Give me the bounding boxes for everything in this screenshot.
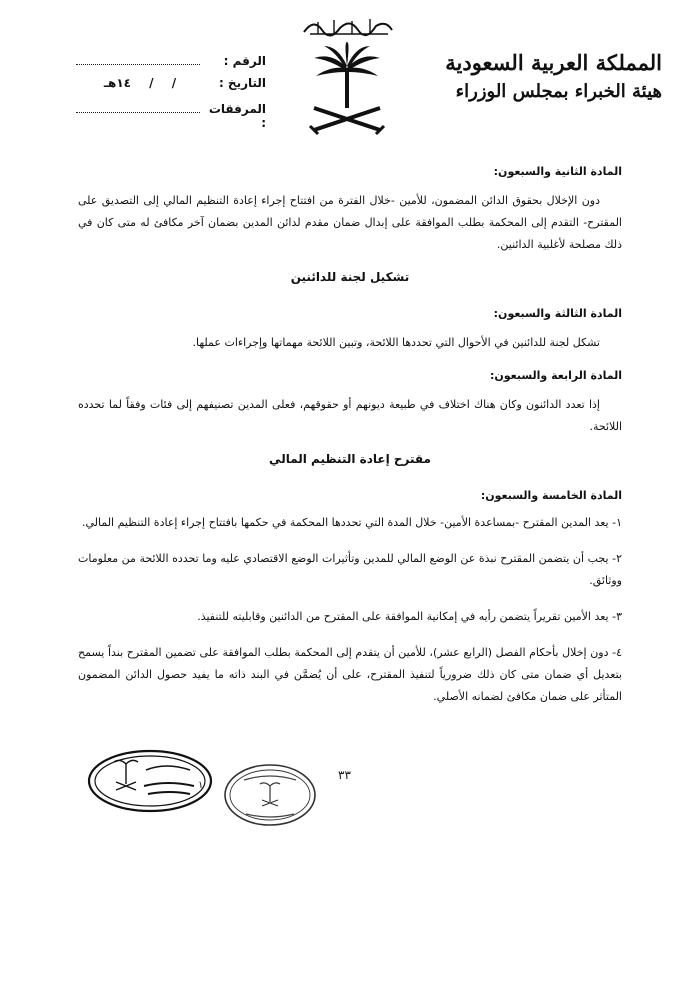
article-heading: المادة الثانية والسبعون: [493, 165, 622, 178]
attachments-row [76, 100, 266, 130]
reference-number-line [76, 52, 200, 65]
page-number: ٣٣ [338, 768, 351, 782]
kingdom-name: المملكة العربية السعودية [445, 50, 662, 75]
section-title: تشكيل لجنة للدائنين [290, 270, 410, 284]
article-text: تشكل لجنة للدائنين في الأحوال التي تحددها اللائحة، وتبين اللائحة مهماتها وإجراءات عملها. [192, 336, 600, 349]
section-title: مقترح إعادة التنظيم المالي [269, 452, 431, 466]
list-item: ٣- يعد الأمين تقريراً يتضمن رأيه في إمكانية الموافقة على المقترح من الدائنين وقابليته للتنفيذ. [197, 610, 622, 623]
attachments-label: المرفقات : [208, 102, 266, 130]
list-item: ٤- دون إخلال بأحكام الفصل (الرابع عشر)، للأمين أن يتقدم إلى المحكمة بطلب الموافقة على تضمين المقترح بنداً يسمح بتعديل أي ضمان متى كان ذلك ضرورياً لتنفيذ المقترح، على أن يُضمَّن في البند ذاته ما يفيد حصول الدائن المضمون المتأثر على ضمان مكافئ لضمانه الأصلي. [78, 646, 622, 703]
council-seal [86, 748, 214, 814]
article-heading: المادة الخامسة والسبعون: [480, 489, 622, 502]
article-heading: المادة الثالثة والسبعون: [493, 307, 622, 320]
svg-text:١: ١ [198, 780, 204, 791]
attachments-line [76, 100, 200, 113]
reference-block [76, 52, 266, 130]
article-heading: المادة الرابعة والسبعون: [489, 369, 622, 382]
article-text: إذا تعدد الدائنون وكان هناك اختلاف في طبيعة ديونهم أو حقوقهم، فعلى المدين تصنيفهم إلى فئات وفقاً لما تحدده اللائحة. [78, 398, 622, 433]
date-label: التاريخ : [218, 76, 266, 90]
council-name: هيئة الخبراء بمجلس الوزراء [455, 81, 662, 102]
basmala-calligraphy [300, 14, 396, 40]
reference-number-label: الرقم : [223, 54, 266, 68]
secretariat-seal [222, 762, 318, 828]
date-value: / / ١٤هـ [103, 76, 177, 90]
reference-number-row [76, 52, 266, 76]
palm-swords-emblem [308, 42, 386, 138]
article-text: دون الإخلال بحقوق الدائن المضمون، للأمين -خلال الفترة من افتتاح إجراء إعادة التنظيم المالي إلى التصديق على المقترح- التقدم إلى المحكمة بطلب الموافقة على إبدال ضمان مقدم لدائن المدين بضمان آخر مكافئ له متى كان في ذلك مصلحة لأغلبية الدائنين. [78, 194, 622, 251]
list-item: ٢- يجب أن يتضمن المقترح نبذة عن الوضع المالي للمدين وتأثيرات الوضع الاقتصادي عليه وما تحدده اللائحة من معلومات ووثائق. [78, 552, 622, 587]
list-item: ١- يعد المدين المقترح -بمساعدة الأمين- خلال المدة التي تحددها المحكمة في حكمها بافتتاح إجراء إعادة التنظيم المالي. [81, 516, 622, 529]
document-body [78, 160, 622, 722]
date-row [76, 76, 266, 100]
